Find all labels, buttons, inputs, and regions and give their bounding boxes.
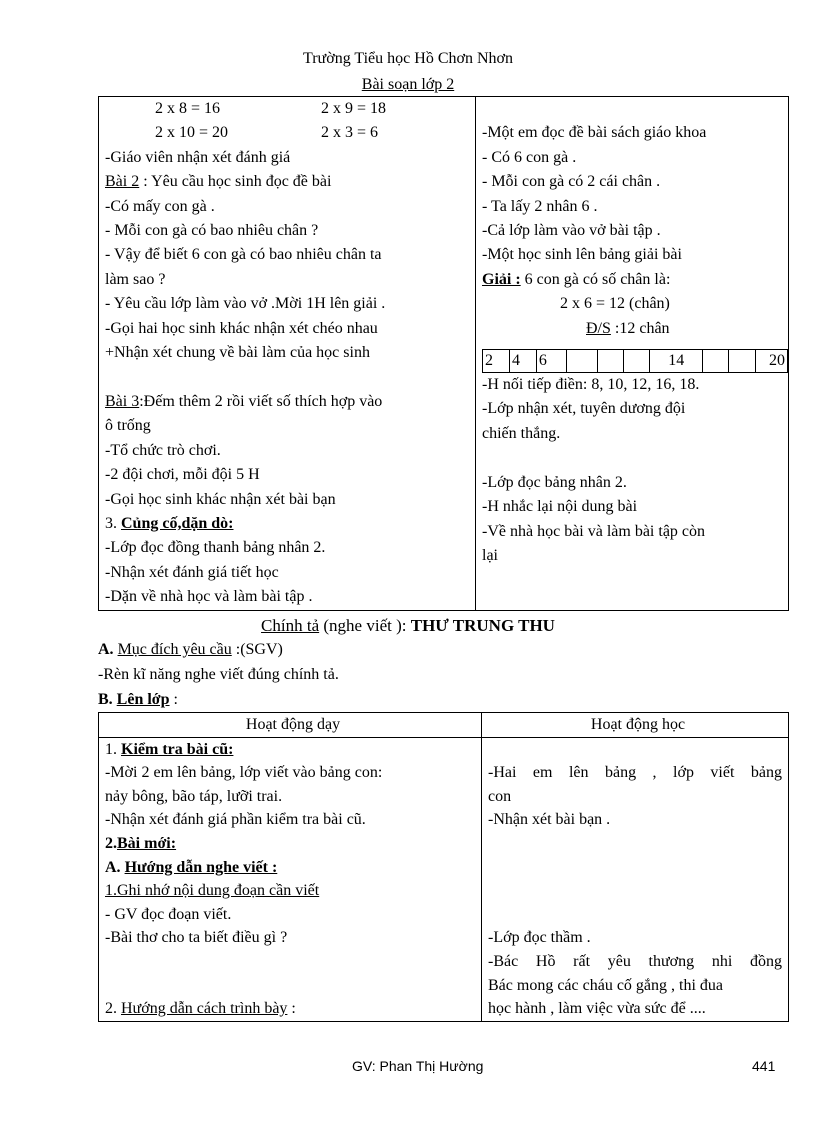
- text-line: lại: [482, 546, 498, 564]
- text-line: +Nhận xét chung về bài làm của học sinh: [105, 344, 370, 362]
- text-line: -2 đội chơi, mỗi đội 5 H: [105, 466, 260, 484]
- blank-line: [488, 832, 782, 856]
- exercise-2-line: [105, 170, 475, 194]
- text-line: -Lớp đọc đồng thanh bảng nhân 2.: [105, 539, 326, 557]
- text-line: -Nhận xét đánh giá phần kiểm tra bài cũ.: [105, 811, 366, 829]
- answer-line: [482, 317, 788, 341]
- text-line: -Nhận xét đánh giá tiết học: [105, 563, 279, 581]
- number-box: 14: [650, 350, 703, 373]
- teacher-name: GV: Phan Thị Hường: [352, 1058, 484, 1074]
- step-heading: [105, 738, 481, 762]
- section-b-label: Lên lớp: [116, 691, 170, 708]
- text: A.: [105, 858, 125, 876]
- text: 1.: [105, 740, 121, 758]
- text-line: -Lớp đọc thầm .: [488, 929, 591, 947]
- text-line: -Lớp nhận xét, tuyên dương đội: [482, 400, 686, 418]
- equation: 2 x 10 = 20: [155, 124, 229, 142]
- text-line: -Có mấy con gà .: [105, 197, 215, 215]
- text-line: - Ta lấy 2 nhân 6 .: [482, 197, 598, 215]
- number-box: [703, 350, 729, 373]
- number-box: 20: [755, 350, 787, 373]
- number-box: 4: [509, 350, 536, 373]
- blank-line: [105, 974, 481, 998]
- equation-row: [105, 97, 475, 121]
- spelling-lesson-title: [0, 616, 816, 636]
- number-box: [566, 350, 597, 373]
- number-box: [597, 350, 623, 373]
- spelling-label: Chính tả: [261, 616, 320, 635]
- equation-row: [105, 121, 475, 145]
- column-header-learning: Hoạt động học: [482, 713, 789, 738]
- text-line: nảy bông, bão táp, lưỡi trai.: [105, 787, 283, 805]
- step-heading: [105, 856, 481, 880]
- text: :(SGV): [231, 641, 283, 658]
- text-line: - Mỗi con gà có bao nhiêu chân ?: [105, 222, 319, 240]
- lesson-table-2: [98, 712, 789, 1022]
- blank-line: [488, 738, 782, 762]
- text-line: -Bác Hồ rất yêu thương nhi đồng: [488, 952, 782, 970]
- subject-header: Bài soạn lớp 2: [361, 76, 455, 93]
- student-activities-cell: [476, 97, 789, 611]
- text-line: học hành , làm việc vừa sức để ....: [488, 1000, 706, 1018]
- text-line: - Mỗi con gà có 2 cái chân .: [482, 173, 661, 191]
- text-line: chiến thắng.: [482, 424, 561, 442]
- lesson-title: THƯ TRUNG THU: [410, 616, 555, 635]
- text: A.: [98, 641, 118, 658]
- teaching-activities-cell: [99, 737, 482, 1021]
- blank-line: [105, 365, 475, 389]
- text-line: làm sao ?: [105, 270, 166, 288]
- solution-label: Giải :: [482, 270, 521, 288]
- text: :12 chân: [610, 319, 670, 337]
- step-heading: [105, 832, 481, 856]
- number-sequence-boxes: [482, 349, 788, 373]
- text-line: - Yêu cầu lớp làm vào vở .Mời 1H lên giải .: [105, 295, 386, 313]
- text: (nghe viết ):: [319, 616, 411, 635]
- text-line: -Bài thơ cho ta biết điều gì ?: [105, 929, 288, 947]
- wrapup-label: Củng cố,dặn dò:: [121, 514, 234, 532]
- text: Hướng dẫn cách trình bày: [121, 1000, 288, 1018]
- text-line: -Cả lớp làm vào vở bài tập .: [482, 222, 661, 240]
- number-box: [729, 350, 755, 373]
- blank-line: [488, 879, 782, 903]
- lesson-table-1: [98, 96, 789, 611]
- text: : Yêu cầu học sinh đọc đề bài: [139, 173, 332, 191]
- equation: 2 x 3 = 6: [321, 124, 379, 142]
- answer-label: Đ/S: [586, 319, 611, 337]
- teacher-activities-cell: [99, 97, 476, 611]
- text-line: -H nhắc lại nội dung bài: [482, 498, 638, 516]
- solution-line: [482, 268, 788, 292]
- text-line: -Mời 2 em lên bảng, lớp viết vào bảng con:: [105, 764, 383, 782]
- blank-line: [488, 903, 782, 927]
- learning-activities-cell: [482, 737, 789, 1021]
- section-a-line: -Rèn kĩ năng nghe viết đúng chính tả.: [98, 666, 339, 683]
- text-line: -H nối tiếp điền: 8, 10, 12, 16, 18.: [482, 376, 700, 394]
- equation: 2 x 8 = 16: [155, 100, 221, 117]
- text: Kiểm tra bài cũ:: [121, 740, 234, 758]
- section-a-label: Mục đích yêu cầu: [117, 641, 232, 658]
- exercise-3-line: [105, 390, 475, 414]
- number-box: 6: [536, 350, 566, 373]
- text: 3.: [105, 514, 121, 532]
- text-line: -Gọi học sinh khác nhận xét bài bạn: [105, 490, 336, 508]
- step-heading: [105, 997, 481, 1021]
- text-line: -Tổ chức trò chơi.: [105, 441, 221, 459]
- solution-equation: 2 x 6 = 12 (chân): [560, 295, 670, 313]
- text: 2.: [105, 1000, 121, 1018]
- blank-line: [482, 446, 788, 470]
- text: :: [287, 1000, 296, 1018]
- text: 2.: [105, 834, 117, 852]
- text: :Đếm thêm 2 rồi viết số thích hợp vào: [139, 392, 383, 410]
- text-line: -Một em đọc đề bài sách giáo khoa: [482, 124, 707, 142]
- page-number: 441: [752, 1058, 776, 1074]
- text: Hướng dẫn nghe viết :: [124, 858, 278, 876]
- text-line: -Một học sinh lên bảng giải bài: [482, 246, 682, 264]
- text-line: con: [488, 787, 512, 805]
- school-header: Trường Tiểu học Hồ Chơn Nhơn: [303, 50, 513, 67]
- column-header-teaching: Hoạt động dạy: [99, 713, 482, 738]
- text-line: Bác mong các cháu cố gắng , thi đua: [488, 976, 724, 994]
- text-line: -Hai em lên bảng , lớp viết bảng: [488, 764, 782, 782]
- text: 6 con gà có số chân là:: [520, 270, 671, 288]
- text-line: -Dặn về nhà học và làm bài tập .: [105, 588, 313, 606]
- section-b-heading: [98, 691, 178, 709]
- wrapup-heading: [105, 512, 475, 536]
- text-line: -Về nhà học bài và làm bài tập còn: [482, 522, 706, 540]
- text-line: -Nhận xét bài bạn .: [488, 811, 611, 829]
- text-line: ô trống: [105, 417, 151, 435]
- text: :: [169, 691, 178, 708]
- blank-line: [105, 950, 481, 974]
- text: B.: [98, 691, 117, 708]
- blank-line: [488, 856, 782, 880]
- exercise-3-label: Bài 3: [105, 392, 140, 410]
- text-line: -Lớp đọc bảng nhân 2.: [482, 473, 627, 491]
- section-a-heading: [98, 641, 283, 659]
- exercise-2-label: Bài 2: [105, 173, 140, 191]
- number-box: 2: [483, 350, 510, 373]
- blank-line: [482, 97, 788, 121]
- equation: 2 x 9 = 18: [321, 100, 387, 117]
- text-line: - GV đọc đoạn viết.: [105, 905, 232, 923]
- text-line: - Có 6 con gà .: [482, 148, 577, 166]
- text-line: -Giáo viên nhận xét đánh giá: [105, 148, 291, 166]
- text-line: -Gọi hai học sinh khác nhận xét chéo nhau: [105, 319, 378, 337]
- text: Bài mới:: [117, 834, 177, 852]
- text-line: 1.Ghi nhớ nội dung đoạn cần viết: [105, 882, 320, 900]
- number-box: [624, 350, 650, 373]
- text-line: - Vậy để biết 6 con gà có bao nhiêu chân ta: [105, 246, 382, 264]
